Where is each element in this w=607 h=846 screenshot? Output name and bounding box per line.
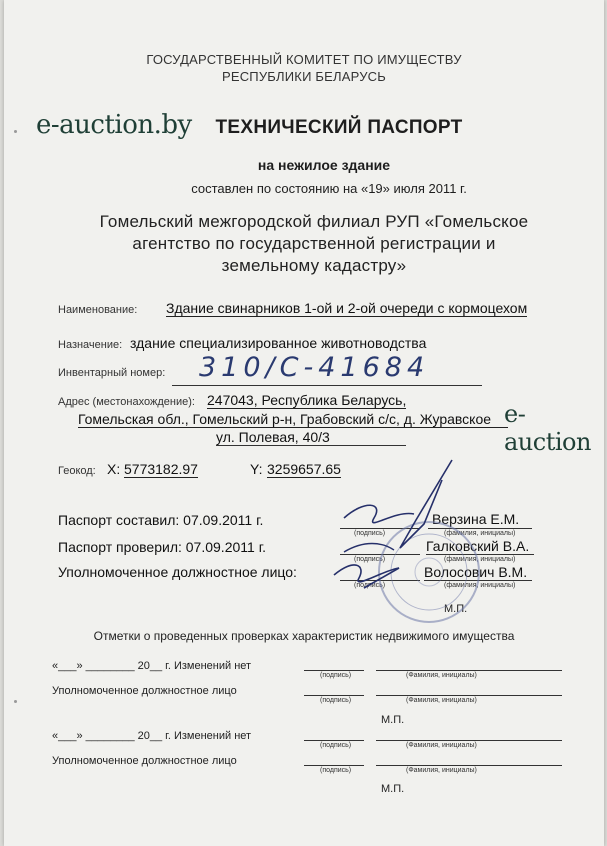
check-2-date: «___» ________ 20__ г. Изменений нет	[52, 730, 252, 742]
name-caption: (Фамилия, инициалы)	[406, 672, 477, 679]
signature-caption: (подпись)	[320, 697, 352, 704]
signature-caption: (подпись)	[320, 672, 352, 679]
inventory-underline	[172, 385, 482, 386]
address-label: Адрес (местонахождение):	[58, 396, 195, 408]
name-caption: (фамилия, инициалы)	[444, 556, 516, 563]
check-1-seal-mark: М.П.	[381, 714, 405, 726]
check-1-date: «___» ________ 20__ г. Изменений нет	[52, 660, 252, 672]
signature-caption: (подпись)	[354, 556, 386, 563]
signature-line	[304, 740, 364, 741]
check-2-seal-mark: М.П.	[381, 783, 405, 795]
official-stamp-and-signatures	[304, 440, 524, 630]
geocode-x-value: 5773182.97	[124, 461, 198, 477]
checked-by-name: Галковский В.А.	[426, 538, 530, 554]
purpose-value: здание специализированное животноводства	[130, 335, 427, 351]
name-caption: (Фамилия, инициалы)	[406, 697, 477, 704]
document-subtitle: на нежилое здание	[257, 157, 391, 173]
checked-by-label: Паспорт проверил: 07.09.2011 г.	[58, 539, 266, 555]
address-line-3: ул. Полевая, 40/3	[216, 429, 330, 445]
check-2-official: Уполномоченное должностное лицо	[52, 755, 237, 767]
organization-line-2: агентство по государственной регистрации и	[132, 234, 496, 253]
date-line: составлен по состоянию на «19» июля 2011 г.	[191, 181, 467, 196]
name-line	[376, 670, 562, 671]
name-caption: (Фамилия, инициалы)	[406, 767, 477, 774]
compiled-by-name: Верзина Е.М.	[432, 511, 520, 527]
name-caption: (фамилия, инициалы)	[444, 530, 516, 537]
name-line	[376, 695, 562, 696]
organization-line-1: Гомельский межгородской филиал РУП «Гомельское	[99, 212, 529, 231]
geocode-label: Геокод:	[58, 465, 96, 477]
official-label: Уполномоченное должностное лицо:	[58, 564, 297, 580]
geocode-y-label: Y:	[250, 461, 263, 477]
binder-hole	[14, 700, 17, 703]
signature-caption: (подпись)	[354, 582, 386, 589]
purpose-label: Назначение:	[58, 339, 123, 351]
signature-line	[304, 670, 364, 671]
watermark-logo: e-auction.by	[36, 110, 192, 140]
header-line-1: ГОСУДАРСТВЕННЫЙ КОМИТЕТ ПО ИМУЩЕСТВУ	[146, 52, 462, 67]
seal-mark-label: М.П.	[444, 603, 468, 615]
check-1-official: Уполномоченное должностное лицо	[52, 685, 237, 697]
name-caption: (фамилия, инициалы)	[444, 582, 516, 589]
name-label: Наименование:	[58, 304, 138, 316]
header-line-2: РЕСПУБЛИКИ БЕЛАРУСЬ	[221, 69, 387, 84]
inventory-handwritten-value: 310/С-41684	[199, 352, 430, 383]
inventory-label: Инвентарный номер:	[58, 367, 166, 379]
signature-caption: (подпись)	[320, 742, 352, 749]
signature-line	[304, 765, 364, 766]
watermark-logo-right: e-auction	[504, 400, 591, 456]
document-title: ТЕХНИЧЕСКИЙ ПАСПОРТ	[215, 117, 463, 138]
name-caption: (Фамилия, инициалы)	[406, 742, 477, 749]
name-line	[376, 740, 562, 741]
address-line-1: 247043, Республика Беларусь,	[207, 392, 407, 408]
signature-line	[304, 695, 364, 696]
organization-line-3: земельному кадастру»	[221, 256, 407, 275]
checks-heading: Отметки о проведенных проверках характеристик недвижимого имущества	[93, 629, 515, 643]
name-line	[376, 765, 562, 766]
official-name: Волосович В.М.	[424, 564, 528, 580]
geocode-x-label: X:	[107, 461, 121, 477]
address-line-2: Гомельская обл., Гомельский р-н, Грабовский с/с, д. Журавское	[78, 411, 508, 428]
signature-caption: (подпись)	[320, 767, 352, 774]
signature-caption: (подпись)	[354, 530, 386, 537]
compiled-by-label: Паспорт составил: 07.09.2011 г.	[58, 512, 264, 528]
name-value: Здание свинарников 1-ой и 2-ой очереди с кормоцехом	[166, 300, 528, 316]
document-page	[4, 0, 604, 846]
geocode-y-value: 3259657.65	[267, 461, 341, 477]
